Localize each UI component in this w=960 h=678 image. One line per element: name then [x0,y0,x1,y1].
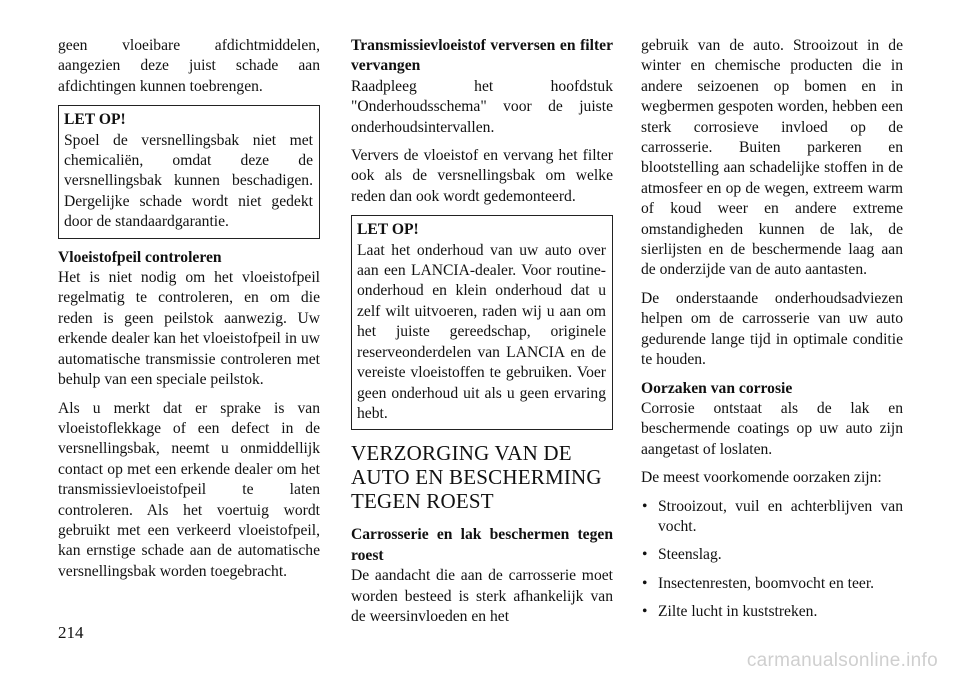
paragraph-filter: Ververs de vloeistof en vervang het filter ook als de versnellingsbak om welke reden dan ook wordt gedemonteerd. [351,147,613,205]
paragraph-body-care: De aandacht die aan de carrosserie moet worden besteed is sterk afhankelijk van de weersinvloeden en het [351,567,613,625]
watermark-text: carmanualsonline.info [746,650,938,671]
paragraph-corrosive-influences: gebruik van de auto. Strooizout in de winter en chemische producten die in andere seizoenen op bomen en in wegbermen gespoten worden, hebben een sterk corrosieve invloed op de carrosserie. Buiten parkeren en blootstelling aan schadelijke stoffen in de atmosfeer en op de wegen, extreem warm of koud weer en andere extreme omstandigheden kunnen de lak, de sierlijsten en de beschermende laag aan de onderzijde van de auto aantasten. [641,37,903,279]
column-right [641,36,903,631]
paragraph-maintenance-advice: De onderstaande onderhoudsadviezen helpen om de carrosserie van uw auto gedurende lange tijd in optimale conditie te houden. [641,289,903,369]
paragraph-fluid-level: Het is niet nodig om het vloeistofpeil regelmatig te controleren, en om die reden is geen peilstok aanwezig. Uw erkende dealer kan het vloeistofpeil in uw automatische transmissie controleren met behulp van een speciale peilstok. [58,269,320,389]
warning-box-gearbox [58,105,320,238]
bullet-icon: • [642,497,648,515]
list-item: • Insectenresten, boomvocht en teer. [641,574,903,594]
list-item: • Strooizout, vuil en achterblijven van vocht. [642,497,903,535]
heading-fluid-change: Transmissievloeistof verversen en filter vervangen [351,37,613,75]
column-middle [351,36,613,627]
warning-title: LET OP! [64,111,126,129]
warning-text: Laat het onderhoud van uw auto over aan een LANCIA-dealer. Voor routine-onderhoud en klein onderhoud dat u zelf wilt uitvoeren, raden wij u aan om het juiste gereedschap, originele reserveonderdelen van LANCIA en de vereiste vloeistoffen te gebruiken. Voer geen onderhoud uit als u geen ervaring hebt. [357,241,606,422]
column-left [58,36,320,590]
page-number: 214 [58,623,84,642]
bullet-icon: • [642,574,648,592]
section-title: VERZORGING VAN DE AUTO EN BESCHERMING TEGEN ROEST [351,441,602,514]
warning-text: Spoel de versnellingsbak niet met chemicaliën, omdat deze de versnellingsbak kunnen beschadigen. Dergelijke schade wordt niet gedekt door de standaardgarantie. [64,131,313,231]
intro-text: geen vloeibare afdichtmiddelen, aangezien deze juist schade aan afdichtingen kunnen toebrengen. [58,37,320,95]
list-item: • Steenslag. [641,545,903,565]
list-item: • Zilte lucht in kuststreken. [641,602,903,622]
heading-body-paint: Carrosserie en lak beschermen tegen roest [351,526,613,564]
heading-fluid-level: Vloeistofpeil controleren [58,248,222,266]
paragraph-leakage: Als u merkt dat er sprake is van vloeistoflekkage of een defect in de versnellingsbak, neemt u onmiddellijk contact op met een erkende dealer om het transmissievloeistofpeil te laten controleren. Als het voertuig wordt gebruikt met een verkeerd vloeistofpeil, kan ernstige schade aan de automatische versnellingsbak worden toegebracht. [58,399,320,580]
paragraph-common-causes: De meest voorkomende oorzaken zijn: [641,469,882,487]
warning-title: LET OP! [357,221,419,239]
bullet-icon: • [642,546,648,564]
causes-list [641,497,903,623]
paragraph-corrosion: Corrosie ontstaat als de lak en beschermende coatings op uw auto zijn aangetast of loslaten. [641,399,903,458]
heading-corrosion-causes: Oorzaken van corrosie [641,379,793,397]
bullet-icon: • [642,603,648,621]
paragraph-maintenance-schedule: Raadpleeg het hoofdstuk "Onderhoudsschema" voor de juiste onderhoudsintervallen. [351,77,613,136]
warning-box-dealer [351,215,613,430]
